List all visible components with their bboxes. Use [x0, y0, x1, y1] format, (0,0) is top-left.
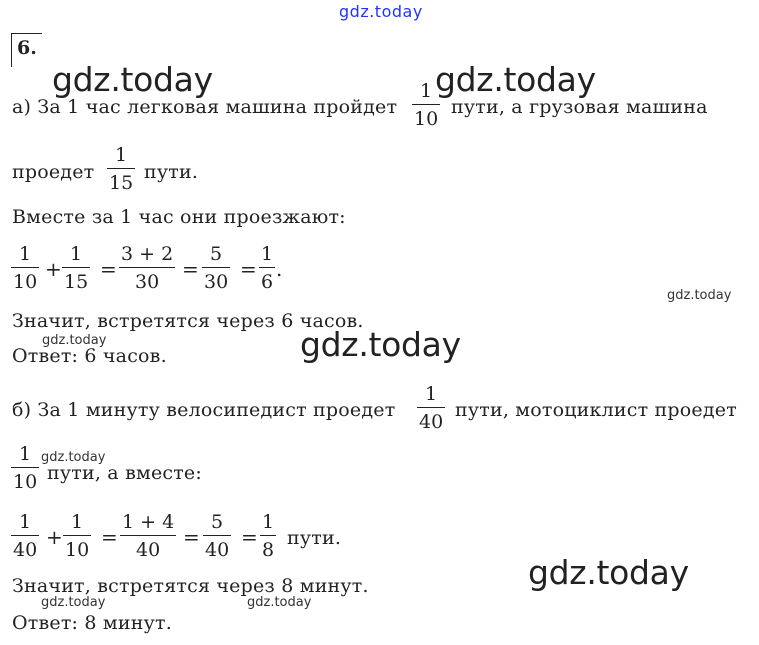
- part-a-line2-suffix: пути.: [144, 161, 199, 183]
- fraction-bar: [119, 267, 175, 268]
- fraction-numerator: 5: [211, 511, 224, 533]
- eq-a-dot: .: [276, 257, 283, 281]
- part-b-answer: Ответ: 8 минут.: [12, 612, 172, 634]
- fraction-bar: [107, 168, 135, 169]
- task-number-box: [11, 33, 42, 67]
- watermark-big-2: gdz.today: [435, 60, 596, 99]
- part-b-fraction-2: [11, 443, 39, 493]
- fraction-bar: [202, 267, 230, 268]
- eq-b-fraction-a: [11, 511, 39, 561]
- fraction-bar: [63, 535, 91, 536]
- fraction-numerator: 1: [70, 243, 83, 265]
- part-a-fraction-1: [412, 80, 440, 130]
- fraction-bar: [260, 535, 276, 536]
- fraction-bar: [11, 267, 39, 268]
- watermark-big-4: gdz.today: [528, 553, 689, 592]
- watermark-big-1: gdz.today: [52, 60, 213, 99]
- fraction-bar: [11, 535, 39, 536]
- fraction-numerator: 1: [19, 243, 32, 265]
- fraction-denominator: 10: [414, 108, 439, 131]
- eq-a-fraction-a: [11, 243, 39, 293]
- fraction-numerator: 1: [19, 443, 32, 465]
- part-a-fraction-2: [107, 144, 135, 194]
- part-b-line1-suffix: пути, мотоциклист проедет: [455, 399, 737, 421]
- eq-b-fraction-c: [120, 511, 176, 561]
- eq-b-equals-1: =: [101, 525, 118, 549]
- fraction-numerator: 1: [115, 144, 128, 166]
- part-b-line1-prefix: б) За 1 минуту велосипедист проедет: [12, 399, 396, 421]
- eq-a-equals-2: =: [182, 257, 199, 281]
- part-a-line1-suffix: пути, а грузовая машина: [451, 96, 708, 118]
- watermark-small-5: gdz.today: [247, 595, 312, 610]
- fraction-denominator: 15: [109, 172, 134, 195]
- fraction-denominator: 30: [135, 271, 160, 294]
- part-a-answer: Ответ: 6 часов.: [12, 345, 167, 367]
- fraction-numerator: 1: [262, 511, 275, 533]
- eq-b-plus: +: [46, 525, 63, 549]
- eq-b-fraction-d: [203, 511, 231, 561]
- fraction-denominator: 10: [65, 539, 90, 562]
- fraction-denominator: 15: [64, 271, 89, 294]
- fraction-denominator: 10: [13, 271, 38, 294]
- watermark-top: gdz.today: [339, 2, 423, 21]
- fraction-numerator: 1: [19, 511, 32, 533]
- eq-b-suffix: пути.: [287, 527, 342, 549]
- eq-a-fraction-c: [119, 243, 175, 293]
- fraction-bar: [412, 104, 440, 105]
- fraction-bar: [11, 467, 39, 468]
- fraction-bar: [417, 407, 445, 408]
- watermark-small-4: gdz.today: [41, 595, 106, 610]
- part-a-line1-prefix: а) За 1 час легковая машина пройдет: [12, 96, 398, 118]
- part-b-line2-suffix: пути, а вместе:: [47, 462, 202, 484]
- watermark-big-3: gdz.today: [300, 325, 461, 364]
- fraction-bar: [259, 267, 275, 268]
- part-b-fraction-1: [417, 383, 445, 433]
- fraction-numerator: 5: [210, 243, 223, 265]
- eq-b-equals-2: =: [183, 525, 200, 549]
- part-a-conclusion: Значит, встретятся через 6 часов.: [12, 310, 364, 332]
- eq-b-equals-3: =: [241, 525, 258, 549]
- eq-a-plus: +: [45, 257, 62, 281]
- fraction-denominator: 40: [136, 539, 161, 562]
- eq-a-equals-1: =: [100, 257, 117, 281]
- eq-a-fraction-d: [202, 243, 230, 293]
- fraction-bar: [203, 535, 231, 536]
- fraction-denominator: 10: [13, 471, 38, 494]
- eq-a-fraction-b: [62, 243, 90, 293]
- fraction-denominator: 40: [205, 539, 230, 562]
- part-a-line2-prefix: проедет: [12, 161, 95, 183]
- fraction-numerator: 3 + 2: [121, 243, 174, 265]
- fraction-numerator: 1: [420, 80, 433, 102]
- fraction-bar: [62, 267, 90, 268]
- watermark-small-3: gdz.today: [41, 450, 106, 465]
- fraction-numerator: 1 + 4: [122, 511, 175, 533]
- fraction-numerator: 1: [71, 511, 84, 533]
- part-a-line3: Вместе за 1 час они проезжают:: [12, 206, 346, 228]
- fraction-denominator: 40: [419, 411, 444, 434]
- watermark-small-1: gdz.today: [667, 288, 732, 303]
- eq-b-fraction-b: [63, 511, 91, 561]
- part-b-conclusion: Значит, встретятся через 8 минут.: [12, 575, 369, 597]
- fraction-numerator: 1: [261, 243, 274, 265]
- watermark-small-2: gdz.today: [42, 333, 107, 348]
- fraction-denominator: 30: [204, 271, 229, 294]
- fraction-numerator: 1: [425, 383, 438, 405]
- eq-a-equals-3: =: [240, 257, 257, 281]
- fraction-denominator: 8: [262, 539, 275, 562]
- fraction-bar: [120, 535, 176, 536]
- eq-b-fraction-e: [260, 511, 276, 561]
- fraction-denominator: 6: [261, 271, 274, 294]
- fraction-denominator: 40: [13, 539, 38, 562]
- task-number: 6.: [17, 37, 37, 59]
- eq-a-fraction-e: [259, 243, 275, 293]
